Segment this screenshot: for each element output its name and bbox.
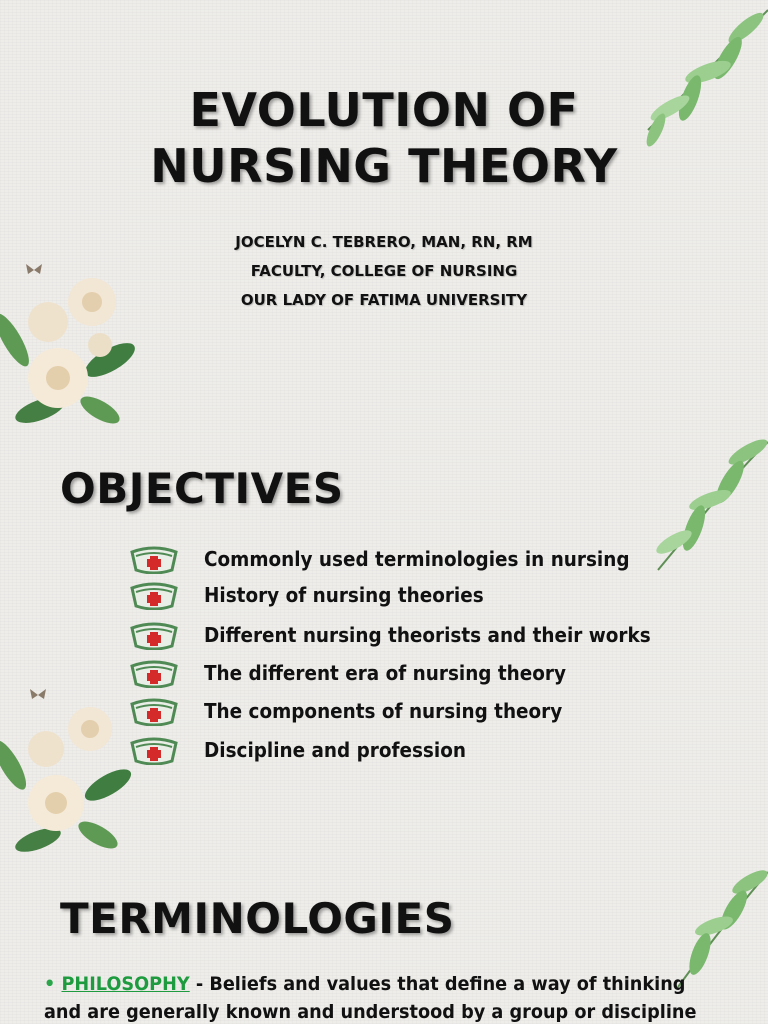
title-line-2: NURSING THEORY [150, 139, 618, 193]
objective-text: Commonly used terminologies in nursing [204, 547, 630, 571]
nurse-cap-icon [128, 660, 180, 688]
objective-text: Different nursing theorists and their works [204, 623, 651, 647]
terminologies-slide [0, 862, 768, 1024]
objectives-heading: OBJECTIVES [60, 464, 344, 513]
term-definition [44, 970, 714, 1024]
objective-text: History of nursing theories [204, 583, 484, 607]
author-role: FACULTY, COLLEGE OF NURSING [250, 262, 518, 280]
title-line-1: EVOLUTION OF [189, 83, 579, 137]
bullet-marker: • [44, 973, 56, 995]
nurse-cap-icon [128, 698, 180, 726]
author-name: JOCELYN C. TEBRERO, MAN, RN, RM [235, 233, 533, 251]
definition-line-2: and are generally known and understood by a group or discipline [44, 1001, 697, 1023]
title-slide [0, 0, 768, 430]
definition-line-1: - Beliefs and values that define a way of thinking [189, 973, 686, 995]
nurse-cap-icon [128, 737, 180, 765]
presentation-title [0, 82, 768, 194]
term-philosophy: PHILOSOPHY [61, 973, 190, 995]
terminologies-heading: TERMINOLOGIES [60, 894, 455, 943]
objectives-slide [0, 430, 768, 862]
nurse-cap-icon [128, 546, 180, 574]
author-institution: OUR LADY OF FATIMA UNIVERSITY [240, 291, 528, 309]
leaf-branch-icon [638, 430, 768, 580]
nurse-cap-icon [128, 622, 180, 650]
objective-text: The different era of nursing theory [204, 661, 566, 685]
objective-text: The components of nursing theory [204, 699, 563, 723]
author-block [0, 228, 768, 315]
objective-text: Discipline and profession [204, 738, 466, 762]
nurse-cap-icon [128, 582, 180, 610]
flower-bouquet-icon [0, 685, 140, 862]
